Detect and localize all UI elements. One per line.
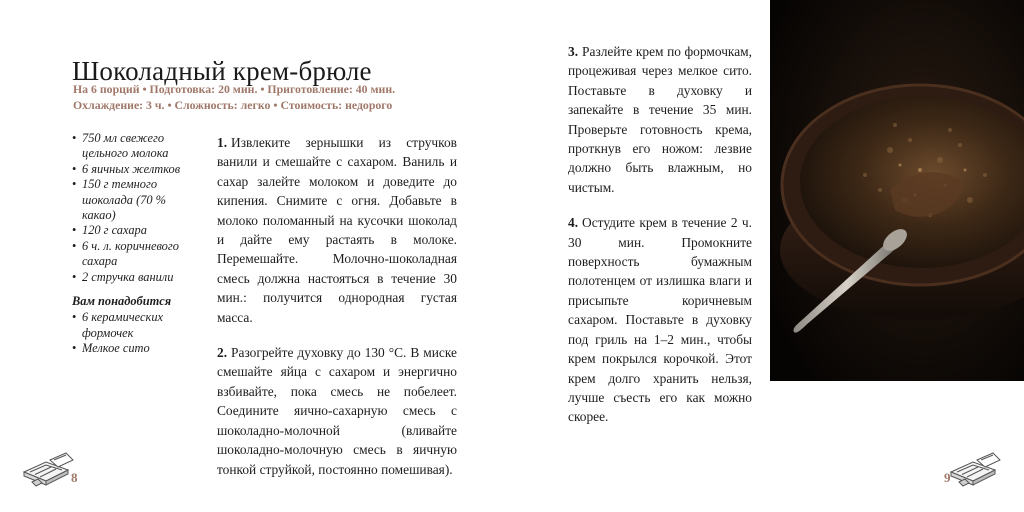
- creme-brulee-photo: [770, 0, 1024, 381]
- step-number: 3.: [568, 44, 579, 59]
- ingredient-item: • 120 г сахара: [72, 223, 197, 238]
- step-3: [568, 42, 752, 197]
- instructions-column-left: [217, 133, 457, 479]
- ingredient-item: • 150 г темного шоколада (70 % какао): [72, 177, 197, 223]
- step-text: Извлеките зернышки из стручков ванили и смешайте с сахаром. Ваниль и сахар залейте молоком и доведите до кипения. Снимите с огня. Добавьте в молоко поломанный на кусочки шоколад и дайте ему растаять в молоке. Перемешайте. Молочно-шоколадная смесь должна настояться в течение 30 мин.: получится однородная густая масса.: [217, 135, 457, 325]
- ingredient-item: • 750 мл свежего цельного молока: [72, 131, 197, 162]
- recipe-meta-line-2: Охлаждение: 3 ч. • Сложность: легко • Стоимость: недорого: [73, 98, 393, 112]
- instructions-column-right: [568, 42, 752, 427]
- recipe-meta-line-1: На 6 порций • Подготовка: 20 мин. • Приготовление: 40 мин.: [73, 82, 396, 96]
- chocolate-bar-icon: [947, 446, 1003, 490]
- recipe-title: Шоколадный крем-брюле: [72, 56, 372, 87]
- equipment-item: • 6 керамических формочек: [72, 310, 197, 341]
- photo-illustration: [770, 0, 1024, 381]
- step-text: Разлейте крем по формочкам, процеживая через мелкое сито. Поставьте в духовку и запекайте в течение 35 мин. Проверьте готовность крема, проткнув его ножом: лезвие должно быть влажным, но чистым.: [568, 44, 752, 195]
- step-1: [217, 133, 457, 327]
- ingredient-item: • 6 ч. л. коричневого сахара: [72, 239, 197, 270]
- ingredients-list: [72, 131, 197, 285]
- page-number-left: 8: [71, 470, 78, 485]
- equipment-item: • Мелкое сито: [72, 341, 197, 356]
- ingredients-panel: [72, 131, 197, 357]
- equipment-title: Вам понадобится: [72, 294, 172, 309]
- chocolate-bar-icon: [20, 446, 76, 490]
- step-number: 2.: [217, 345, 228, 361]
- equipment-list: [72, 310, 197, 356]
- step-text: Остудите крем в течение 2 ч. 30 мин. Промокните поверхность бумажным полотенцем от излишка влаги и присыпьте коричневым сахаром. Поставьте в духовку под гриль на 1–2 мин., чтобы крем покрылся корочкой. Этот крем долго хранить нельзя, лучше съесть его как можно скорее.: [568, 215, 752, 425]
- step-2: [217, 343, 457, 479]
- page-number-right: 9: [944, 470, 951, 485]
- step-4: [568, 213, 752, 426]
- step-number: 1.: [217, 135, 228, 150]
- ingredient-item: • 2 стручка ванили: [72, 270, 197, 285]
- step-text: Разогрейте духовку до 130 °С. В миске смешайте яйца с сахаром и энергично взбивайте, пока смесь не побелеет. Соедините яично-сахарную смесь с шоколадно-молочной (вливайте шоколадно-молочную смесь в яичную тонкой струйкой, постоянно помешивая).: [217, 345, 457, 477]
- step-number: 4.: [568, 215, 579, 231]
- ingredient-item: • 6 яичных желтков: [72, 162, 197, 177]
